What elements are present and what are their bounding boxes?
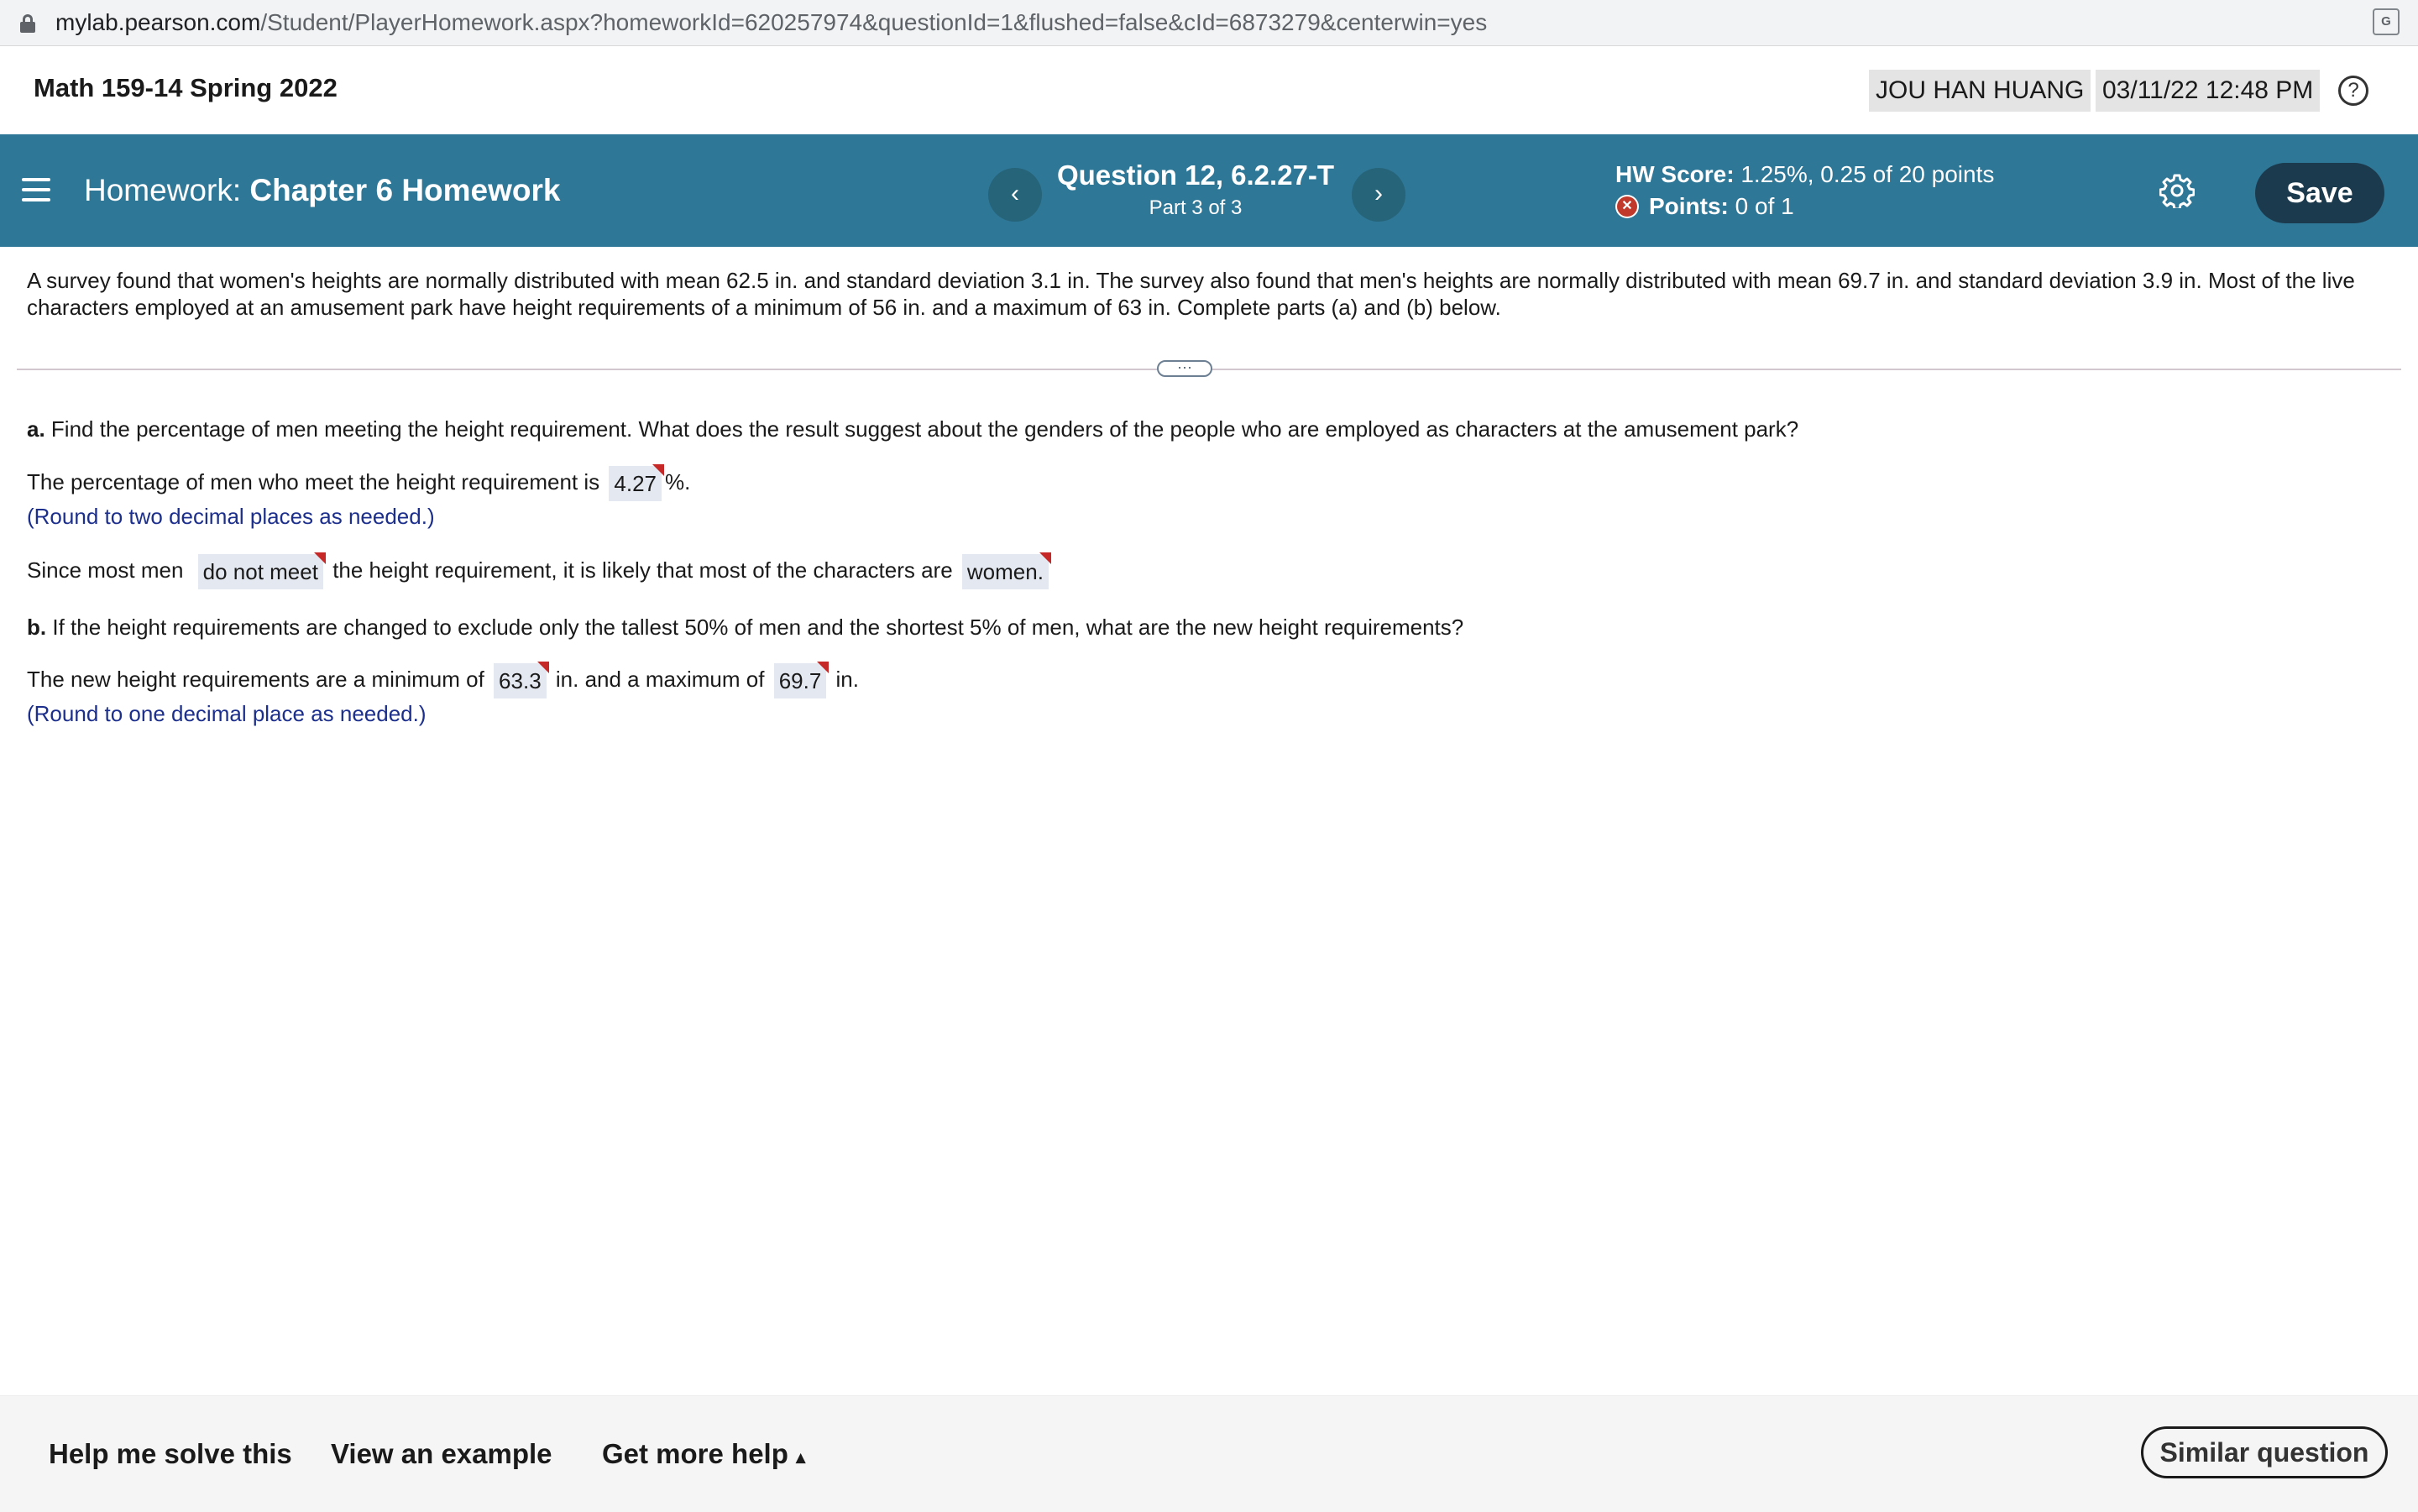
part-a-prompt-text: Find the percentage of men meeting the height requirement. What does the result suggest about the genders of the people who are employed as characters at the amusement park? bbox=[50, 416, 1799, 442]
url-host: mylab.pearson.com bbox=[55, 9, 261, 35]
course-header bbox=[0, 46, 2418, 134]
incorrect-flag-icon bbox=[537, 662, 549, 673]
next-question-button[interactable]: › bbox=[1352, 168, 1405, 222]
answer1-suffix: %. bbox=[665, 468, 691, 494]
incorrect-flag-icon bbox=[314, 552, 326, 564]
part-b-answer-suffix: in. bbox=[835, 666, 859, 692]
part-a-prompt bbox=[27, 415, 1798, 443]
help-me-solve-button[interactable]: Help me solve this bbox=[49, 1438, 292, 1469]
max-height-field[interactable] bbox=[774, 663, 827, 698]
gender-dropdown[interactable] bbox=[962, 554, 1049, 589]
part-a-answer2 bbox=[27, 554, 1052, 589]
part-b-prompt-text: If the height requirements are changed to exclude only the tallest 50% of men and the shortest 5% of men, what are the new height requirements? bbox=[52, 615, 1464, 640]
help-toolbar bbox=[0, 1395, 2418, 1512]
meet-dropdown-value: do not meet bbox=[202, 559, 318, 584]
menu-icon[interactable] bbox=[22, 178, 50, 201]
answer-percentage-field[interactable] bbox=[609, 466, 662, 501]
meet-dropdown[interactable] bbox=[198, 554, 323, 589]
save-button[interactable]: Save bbox=[2255, 163, 2384, 223]
part-b-prompt bbox=[27, 613, 1463, 641]
expand-button[interactable]: ··· bbox=[1157, 360, 1212, 377]
hw-score-value: 1.25%, 0.25 of 20 points bbox=[1740, 161, 1995, 187]
answer-percentage-value: 4.27 bbox=[614, 471, 657, 496]
course-title: Math 159-14 Spring 2022 bbox=[34, 73, 338, 102]
datetime: 03/11/22 12:48 PM bbox=[2096, 70, 2320, 112]
part-b-hint: (Round to one decimal place as needed.) bbox=[27, 701, 427, 726]
incorrect-flag-icon bbox=[1039, 552, 1051, 564]
url-path: /Student/PlayerHomework.aspx?homeworkId=620257974&questionId=1&flushed=false&cId=6873279&centerwin=yes bbox=[260, 9, 1488, 35]
part-a-label: a. bbox=[27, 416, 45, 442]
incorrect-icon bbox=[1615, 195, 1639, 218]
get-more-help-button[interactable] bbox=[602, 1438, 805, 1470]
gender-dropdown-value: women. bbox=[966, 559, 1044, 584]
url-text[interactable] bbox=[55, 8, 1487, 37]
homework-title bbox=[84, 173, 560, 208]
incorrect-flag-icon bbox=[652, 464, 664, 476]
part-b-answer-prefix: The new height requirements are a minimum of bbox=[27, 666, 484, 692]
part-b-answer bbox=[27, 663, 859, 698]
answer2-middle: the height requirement, it is likely that most of the characters are bbox=[332, 557, 953, 583]
points-label: Points: bbox=[1649, 193, 1729, 219]
get-more-help-label: Get more help bbox=[602, 1438, 788, 1469]
max-height-value: 69.7 bbox=[778, 668, 822, 693]
part-a-answer1 bbox=[27, 466, 690, 501]
incorrect-flag-icon bbox=[817, 662, 829, 673]
min-height-field[interactable] bbox=[494, 663, 547, 698]
browser-address-bar[interactable] bbox=[0, 0, 2418, 46]
homework-name: Chapter 6 Homework bbox=[249, 173, 561, 207]
points-value: 0 of 1 bbox=[1735, 193, 1794, 219]
homework-bar bbox=[0, 134, 2418, 247]
lock-icon bbox=[20, 14, 35, 33]
view-example-button[interactable]: View an example bbox=[331, 1438, 552, 1469]
question-intro: A survey found that women's heights are normally distributed with mean 62.5 in. and standard deviation 3.1 in. The survey also found that men's heights are normally distributed with mean 69.7 in. and standard deviation 3.9 in. Most of the live characters employed at an amusement park have height requirements of a minimum of 56 in. and a maximum of 63 in. Complete parts (a) and (b) below. bbox=[27, 268, 2355, 320]
part-b-answer-middle: in. and a maximum of bbox=[555, 666, 765, 692]
user-name: JOU HAN HUANG bbox=[1869, 70, 2091, 112]
question-title: Question 12, 6.2.27-T bbox=[1056, 160, 1335, 191]
caret-up-icon: ▴ bbox=[796, 1447, 806, 1468]
part-a-hint: (Round to two decimal places as needed.) bbox=[27, 504, 435, 529]
similar-question-button[interactable]: Similar question bbox=[2141, 1426, 2388, 1478]
answer2-prefix: Since most men bbox=[27, 557, 184, 583]
help-icon[interactable]: ? bbox=[2338, 76, 2368, 106]
gear-icon[interactable] bbox=[2159, 173, 2195, 208]
points bbox=[1615, 193, 1794, 220]
part-b-label: b. bbox=[27, 615, 47, 640]
translate-icon[interactable]: G bbox=[2373, 8, 2400, 35]
hw-score-label: HW Score: bbox=[1615, 161, 1735, 187]
question-part: Part 3 of 3 bbox=[1149, 196, 1243, 219]
min-height-value: 63.3 bbox=[499, 668, 542, 693]
previous-question-button[interactable]: ‹ bbox=[988, 168, 1042, 222]
answer1-prefix: The percentage of men who meet the height requirement is bbox=[27, 468, 600, 494]
homework-label-prefix: Homework: bbox=[84, 173, 242, 207]
hw-score bbox=[1615, 161, 1994, 188]
